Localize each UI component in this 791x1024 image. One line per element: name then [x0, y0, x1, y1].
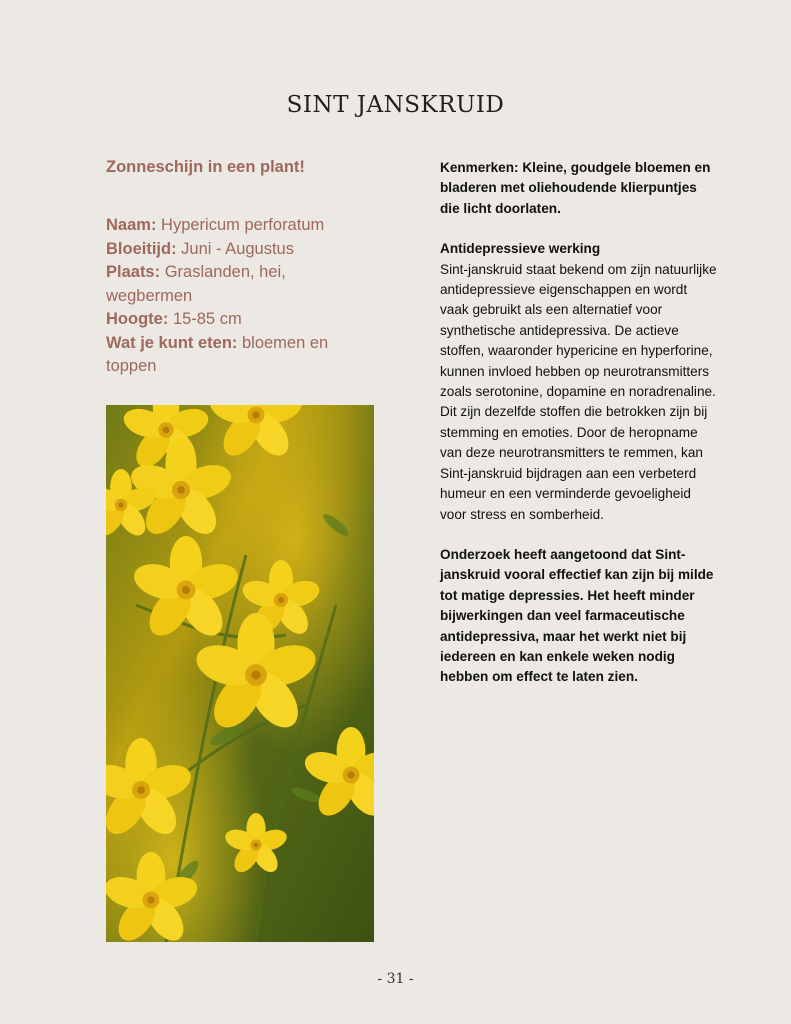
- research-paragraph: Onderzoek heeft aangetoond dat Sint-janskruid vooral effectief kan zijn bij milde tot matige depressies. Het heeft minder bijwerkingen dan veel farmaceutische antidepressiva, maar het werkt niet bij iedereen en kan enkele weken nodig hebben om effect te laten zien.: [440, 546, 714, 685]
- section-body: Sint-janskruid staat bekend om zijn natuurlijke antidepressieve eigenschappen en wordt vaak gebruikt als een alternatief voor synthetische antidepressiva. De actieve stoffen, waaronder hypericine en hyperforine, kunnen invloed hebben op neurotransmitters zoals serotonine, dopamine en noradrenaline. Dit zijn dezelfde stoffen die betrokken zijn bij stemming en emoties. Door de heropname van deze neurotransmitters te remmen, kan Sint-janskruid bijdragen aan een verbeterd humeur en een verminderde gevoeligheid voor stress en somberheid.: [440, 261, 717, 522]
- fact-height: Hoogte: 15-85 cm: [106, 310, 242, 328]
- kenmerken-paragraph: Kenmerken: Kleine, goudgele bloemen en bladeren met oliehoudende klierpuntjes die licht doorlaten.: [440, 160, 711, 216]
- flower-photo: [106, 405, 374, 942]
- description-column: [440, 158, 718, 688]
- fact-bloom-time: Bloeitijd: Juni - Augustus: [106, 239, 294, 258]
- section-heading: Antidepressieve werking: [440, 241, 601, 257]
- fact-location: Plaats: Graslanden, hei, wegbermen: [106, 263, 286, 305]
- fact-name: Naam: Hypericum perforatum: [106, 216, 325, 234]
- page-number: - 31 -: [377, 971, 414, 987]
- plant-facts: [106, 214, 376, 379]
- subtitle: Zonneschijn in een plant!: [106, 158, 305, 176]
- fact-edible-parts: Wat je kunt eten: bloemen en toppen: [106, 333, 329, 375]
- page-title: SINT JANSKRUID: [286, 92, 505, 118]
